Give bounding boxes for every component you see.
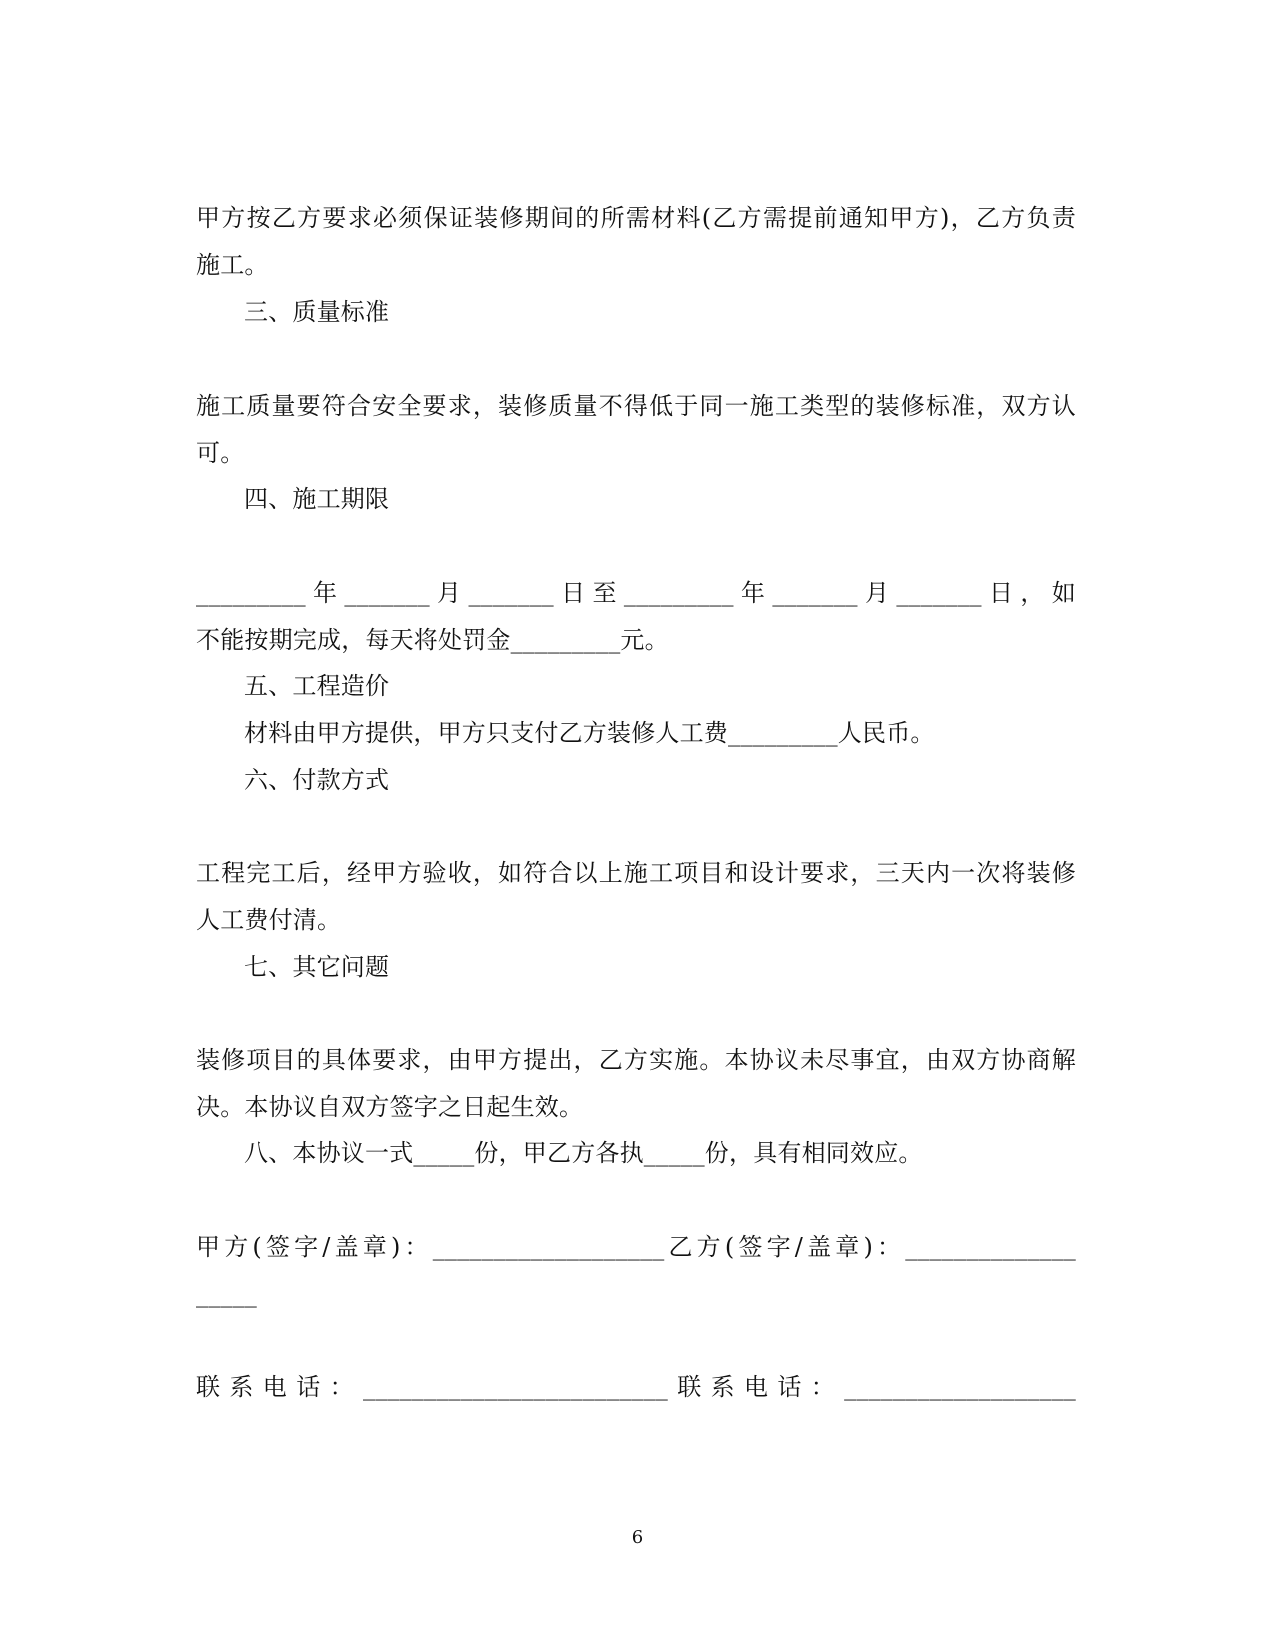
section-heading-quality: 三、质量标准 [244, 298, 390, 326]
phone-line: 联系电话：_________________________联系电话：___________________ [196, 1373, 1076, 1401]
page-number: 6 [631, 1527, 644, 1548]
paragraph-other-line-1: 装修项目的具体要求，由甲方提出，乙方实施。本协议未尽事宜，由双方协商解 [196, 1046, 1076, 1074]
paragraph-quality-line-1: 施工质量要符合安全要求，装修质量不得低于同一施工类型的装修标准，双方认 [196, 392, 1076, 420]
section-heading-payment: 六、付款方式 [244, 766, 390, 794]
paragraph-quality-line-2: 可。 [196, 439, 245, 467]
paragraph-payment-line-2: 人工费付清。 [196, 906, 342, 934]
signature-line: 甲方(签字/盖章)：___________________乙方(签字/盖章)：______________ [196, 1233, 1076, 1261]
paragraph-materials-line-1: 甲方按乙方要求必须保证装修期间的所需材料(乙方需提前通知甲方)，乙方负责 [196, 204, 1076, 232]
section-heading-period: 四、施工期限 [244, 485, 390, 513]
paragraph-period-line-1: _________年_______月_______日至_________年_______月_______日，如 [196, 579, 1076, 607]
section-heading-cost: 五、工程造价 [244, 672, 390, 700]
paragraph-period-line-2: 不能按期完成，每天将处罚金_________元。 [196, 626, 669, 654]
signature-line-continued: _____ [196, 1280, 257, 1308]
paragraph-other-line-2: 决。本协议自双方签字之日起生效。 [196, 1093, 584, 1121]
paragraph-payment-line-1: 工程完工后，经甲方验收，如符合以上施工项目和设计要求，三天内一次将装修 [196, 859, 1076, 887]
paragraph-materials-line-2: 施工。 [196, 251, 269, 279]
paragraph-cost: 材料由甲方提供，甲方只支付乙方装修人工费_________人民币。 [244, 719, 935, 747]
section-heading-other: 七、其它问题 [244, 953, 390, 981]
paragraph-copies: 八、本协议一式_____份，甲乙方各执_____份，具有相同效应。 [244, 1139, 923, 1167]
